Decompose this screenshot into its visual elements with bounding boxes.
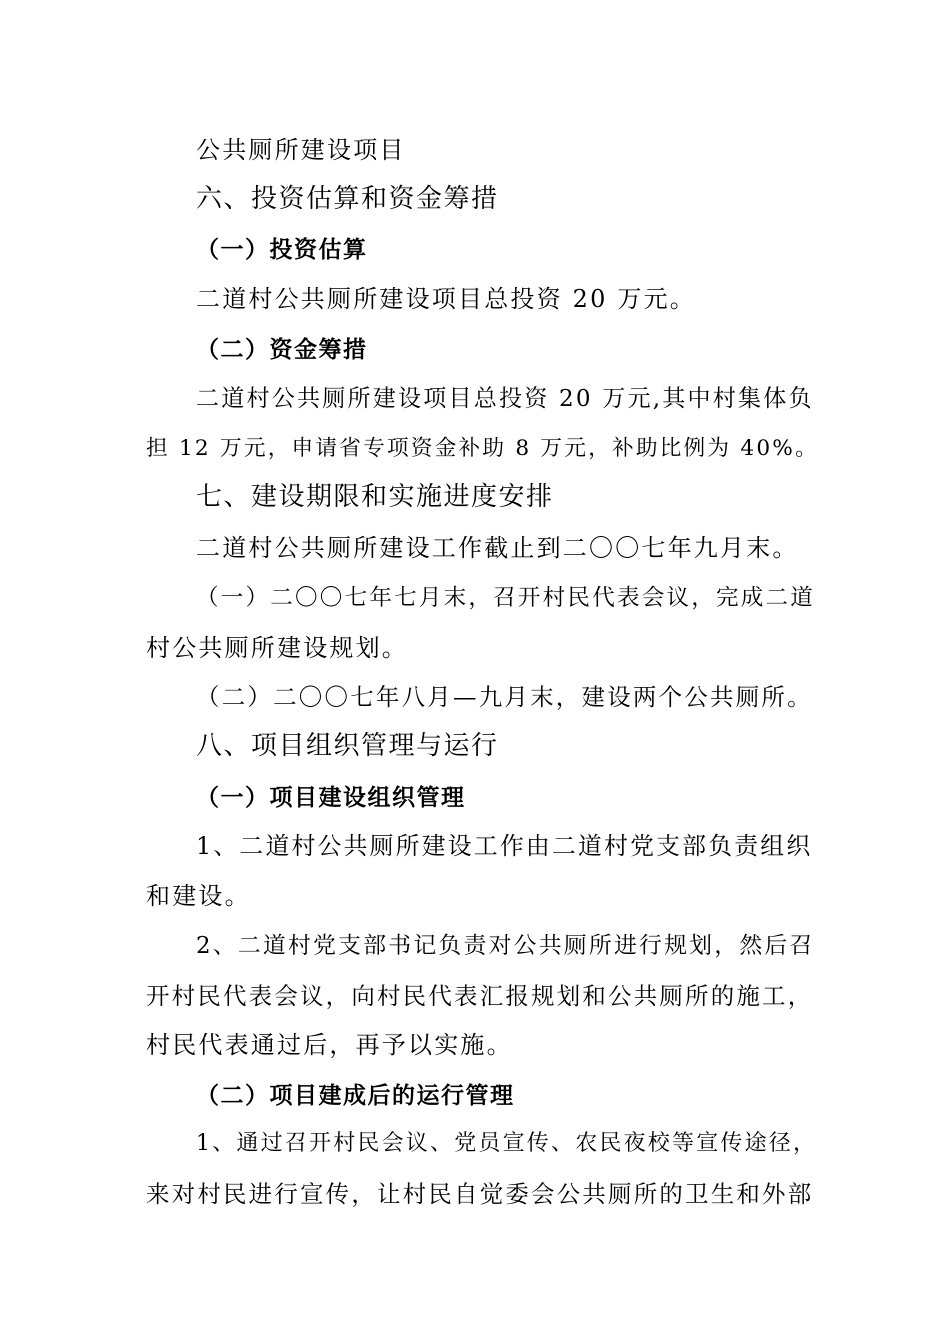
- text-line: 公共厕所建设项目: [196, 136, 406, 164]
- text-line: 二道村公共厕所建设项目总投资 20 万元。: [196, 285, 696, 313]
- text-line: 开村民代表会议，向村民代表汇报规划和公共厕所的施工，: [146, 982, 814, 1010]
- text-line: 2、二道村党支部书记负责对公共厕所进行规划，然后召: [196, 933, 815, 959]
- text-line: 二道村公共厕所建设项目总投资 20 万元,其中村集体负: [196, 386, 814, 412]
- section-heading: 八、项目组织管理与运行: [196, 731, 499, 761]
- subsection-heading: （二）项目建成后的运行管理: [196, 1083, 515, 1109]
- text-line: （二）二〇〇七年八月—九月末，建设两个公共厕所。: [196, 683, 813, 711]
- text-line: 1、二道村公共厕所建设工作由二道村党支部负责组织: [196, 832, 813, 860]
- section-heading: 七、建设期限和实施进度安排: [196, 482, 554, 512]
- subsection-heading: （二）资金筹措: [196, 337, 368, 363]
- text-line: 村民代表通过后，再予以实施。: [146, 1031, 513, 1059]
- subsection-heading: （一）投资估算: [196, 237, 368, 263]
- text-line: 1、通过召开村民会议、党员宣传、农民夜校等宣传途径，: [196, 1131, 818, 1156]
- text-line: 担 12 万元，申请省专项资金补助 8 万元，补助比例为 40%。: [146, 436, 819, 461]
- text-line: 来对村民进行宣传，让村民自觉委会公共厕所的卫生和外部: [146, 1180, 814, 1208]
- text-line: 和建设。: [146, 882, 251, 910]
- section-heading: 六、投资估算和资金筹措: [196, 184, 499, 214]
- subsection-heading: （一）项目建设组织管理: [196, 785, 466, 811]
- text-line: 村公共厕所建设规划。: [146, 634, 408, 662]
- text-line: （一）二〇〇七年七月末，召开村民代表会议，完成二道: [196, 585, 816, 611]
- text-line: 二道村公共厕所建设工作截止到二〇〇七年九月末。: [196, 534, 799, 562]
